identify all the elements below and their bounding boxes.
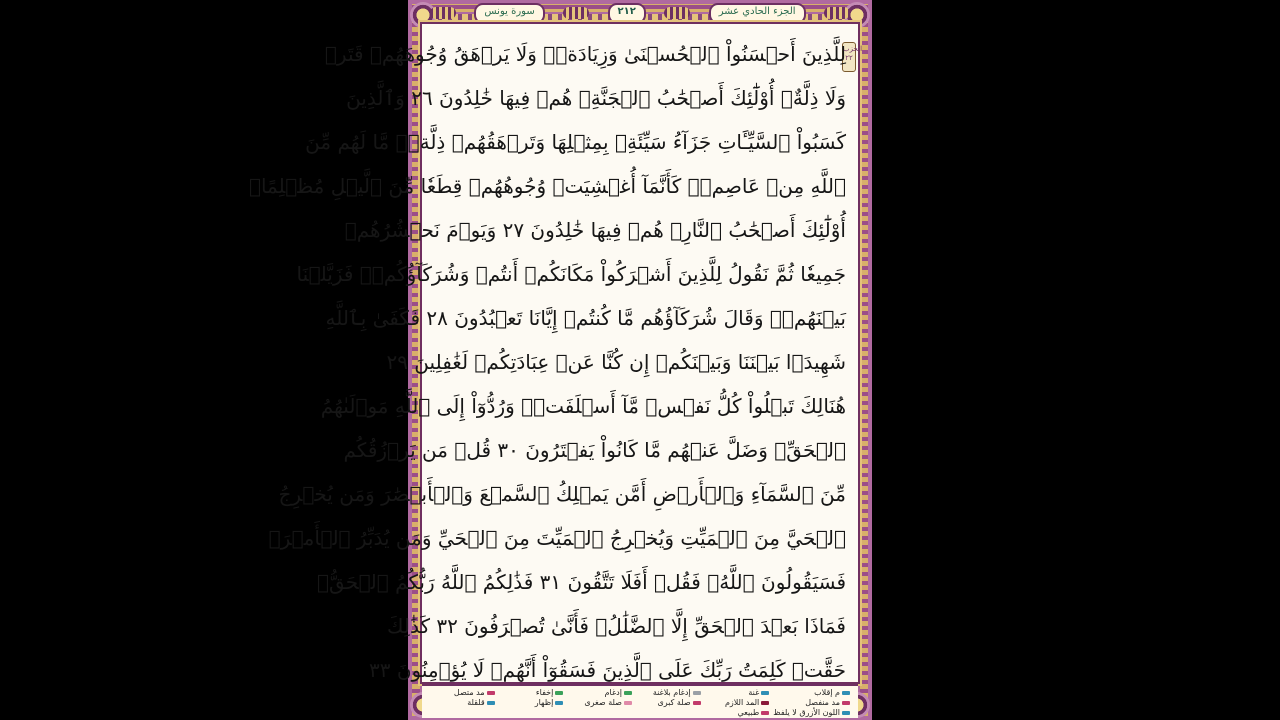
text-line: كَسَبُواْ ٱلسَّيِّـَٔاتِ جَزَآءُ سَيِّئَةِۭ بِمِثۡلِهَا وَتَرۡهَقُهُمۡ ذِلَّةٞۖ مَّا لَهُم مِّنَ bbox=[305, 130, 846, 154]
legend-label: المد اللازم bbox=[724, 698, 760, 707]
legend-item bbox=[773, 698, 850, 707]
text-line: حَقَّتۡ كَلِمَتُ رَبِّكَ عَلَى ٱلَّذِينَ فَسَقُوٓاْ أَنَّهُمۡ لَا يُؤۡمِنُونَ ٣٣ bbox=[369, 658, 846, 682]
header-ornament bbox=[430, 7, 456, 19]
legend-item bbox=[705, 688, 770, 697]
text-line: مِّنَ ٱلسَّمَآءِ وَٱلۡأَرۡضِ أَمَّن يَمۡلِكُ ٱلسَّمۡعَ وَٱلۡأَبۡصَٰرَ وَمَن يُخۡرِجُ bbox=[278, 482, 846, 506]
legend-label: إدغام بلاغنة bbox=[652, 688, 691, 697]
legend-label: مد منفصل bbox=[805, 698, 840, 707]
legend-item bbox=[705, 708, 770, 717]
header-ornament bbox=[664, 7, 690, 19]
surah-name: سورة يونس bbox=[474, 3, 544, 24]
text-line: بَيۡنَهُمۡۖ وَقَالَ شُرَكَآؤُهُم مَّا كُنتُمۡ إِيَّانَا تَعۡبُدُونَ ٢٨ فَكَفَىٰ بِٱللَّهِ bbox=[325, 306, 846, 330]
text-line: أُوْلَٰٓئِكَ أَصۡحَٰبُ ٱلنَّارِۖ هُمۡ فِيهَا خَٰلِدُونَ ٢٧ وَيَوۡمَ نَحۡشُرُهُمۡ bbox=[344, 218, 846, 242]
text-line: وَلَا ذِلَّةٌۚ أُوْلَٰٓئِكَ أَصۡحَٰبُ ٱلۡجَنَّةِۖ هُمۡ فِيهَا خَٰلِدُونَ ٢٦ وَٱلَّذِينَ bbox=[346, 86, 846, 110]
legend-item bbox=[430, 688, 495, 697]
legend-label: إدغام bbox=[604, 688, 622, 697]
tajweed-legend bbox=[422, 684, 858, 718]
legend-item bbox=[567, 688, 632, 697]
page-number: ٢١٢ bbox=[608, 3, 646, 24]
legend-label: إخفاء bbox=[535, 688, 554, 697]
legend-item bbox=[430, 698, 495, 707]
page-header bbox=[422, 2, 858, 24]
legend-swatch bbox=[761, 701, 769, 705]
legend-label: طبيعي bbox=[737, 708, 760, 717]
legend-swatch bbox=[842, 711, 850, 715]
text-line: شَهِيدَۢا بَيۡنَنَا وَبَيۡنَكُمۡ إِن كُنَّا عَنۡ عِبَادَتِكُمۡ لَغَٰفِلِينَ ٢٩ bbox=[386, 350, 846, 374]
legend-label: اللون الأزرق لا يلفظ bbox=[773, 708, 840, 717]
legend-swatch bbox=[693, 691, 701, 695]
legend-swatch bbox=[842, 691, 850, 695]
legend-swatch bbox=[693, 701, 701, 705]
legend-item bbox=[567, 698, 632, 707]
legend-label: غنة bbox=[748, 688, 760, 697]
quran-text bbox=[248, 32, 846, 682]
text-line: فَمَاذَا بَعۡدَ ٱلۡحَقِّ إِلَّا ٱلضَّلَٰلُۖ فَأَنَّىٰ تُصۡرَفُونَ ٣٢ كَذَٰلِكَ bbox=[387, 614, 846, 638]
text-line: ٱللَّهِ مِنۡ عَاصِمٖۖ كَأَنَّمَآ أُغۡشِيَتۡ وُجُوهُهُمۡ قِطَعٗا مِّنَ ٱلَّيۡلِ مُظۡلِمًاۚ bbox=[248, 174, 846, 198]
text-line: لِلَّذِينَ أَحۡسَنُواْ ٱلۡحُسۡنَىٰ وَزِيَادَةٞۖ وَلَا يَرۡهَقُ وُجُوهَهُمۡ قَتَرٞ bbox=[324, 42, 846, 66]
legend-swatch bbox=[761, 691, 769, 695]
text-line: جَمِيعٗا ثُمَّ نَقُولُ لِلَّذِينَ أَشۡرَكُواْ مَكَانَكُمۡ أَنتُمۡ وَشُرَكَآؤُكُمۡۚ فَزَيَّلۡنَا bbox=[296, 262, 846, 286]
legend-swatch bbox=[555, 691, 563, 695]
legend-swatch bbox=[487, 691, 495, 695]
legend-item bbox=[773, 688, 850, 697]
hizb-marker: الحزب ٢٢ bbox=[842, 42, 856, 72]
legend-label: قلقلة bbox=[467, 698, 485, 707]
mushaf-page bbox=[248, 0, 872, 720]
legend-item bbox=[636, 688, 701, 697]
legend-label: م إقلاب bbox=[814, 688, 840, 697]
legend-swatch bbox=[487, 701, 495, 705]
header-ornament bbox=[563, 7, 589, 19]
legend-label: إظهار bbox=[534, 698, 554, 707]
legend-item bbox=[499, 698, 564, 707]
legend-item bbox=[499, 688, 564, 697]
text-line: هُنَالِكَ تَبۡلُواْ كُلُّ نَفۡسٖ مَّآ أَسۡلَفَتۡۚ وَرُدُّوٓاْ إِلَى ٱللَّهِ مَوۡلَىٰهُمُ bbox=[320, 394, 846, 418]
header-ornament bbox=[824, 7, 850, 19]
juz-label: الجزء الحادي عشر bbox=[709, 3, 806, 24]
legend-swatch bbox=[761, 711, 769, 715]
legend-swatch bbox=[842, 701, 850, 705]
legend-swatch bbox=[555, 701, 563, 705]
legend-label: صلة كبرى bbox=[657, 698, 691, 707]
legend-swatch bbox=[624, 691, 632, 695]
legend-swatch bbox=[624, 701, 632, 705]
legend-label: مد متصل bbox=[453, 688, 485, 697]
text-line: فَسَيَقُولُونَ ٱللَّهُۚ فَقُلۡ أَفَلَا تَتَّقُونَ ٣١ فَذَٰلِكُمُ ٱللَّهُ رَبُّكُمُ ٱلۡحَقُّۖ bbox=[317, 570, 846, 594]
legend-item bbox=[636, 698, 701, 707]
legend-item bbox=[705, 698, 770, 707]
legend-item bbox=[773, 708, 850, 717]
legend-label: صلة صغرى bbox=[584, 698, 622, 707]
text-line: ٱلۡحَيَّ مِنَ ٱلۡمَيِّتِ وَيُخۡرِجُ ٱلۡمَيِّتَ مِنَ ٱلۡحَيِّ وَمَن يُدَبِّرُ ٱلۡأَمۡرَۚ bbox=[268, 526, 846, 550]
text-line: ٱلۡحَقِّۖ وَضَلَّ عَنۡهُم مَّا كَانُواْ يَفۡتَرُونَ ٣٠ قُلۡ مَن يَرۡزُقُكُم bbox=[343, 438, 846, 462]
